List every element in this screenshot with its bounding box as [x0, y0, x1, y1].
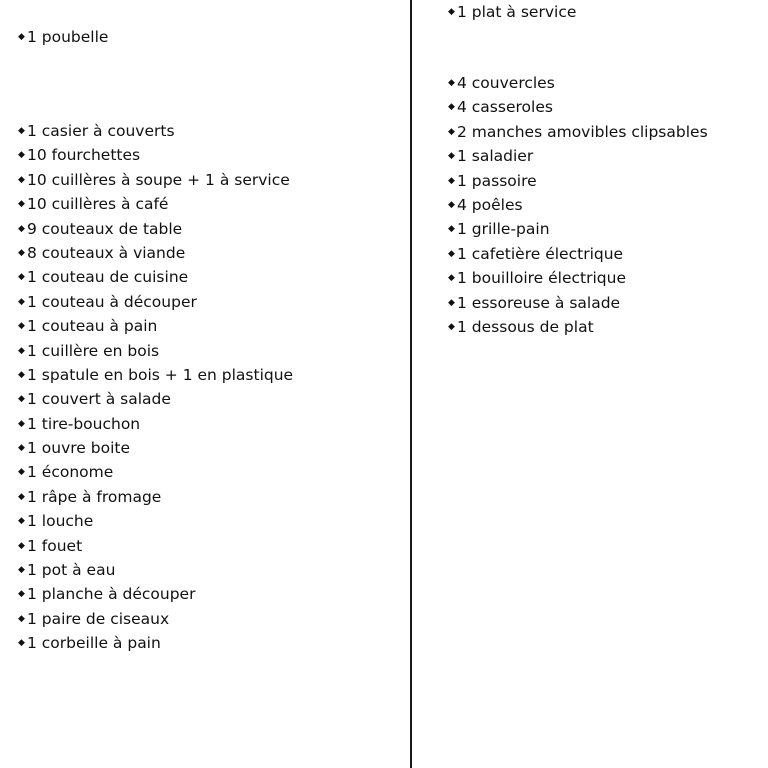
bullet-icon: ◆ — [448, 102, 455, 113]
list-item — [18, 485, 293, 509]
bullet-icon: ◆ — [18, 32, 25, 42]
list-item-text: 4 couvercles — [457, 74, 555, 92]
bullet-icon: ◆ — [18, 589, 25, 600]
bullet-icon: ◆ — [448, 321, 455, 332]
bullet-icon: ◆ — [448, 199, 455, 210]
list-item — [448, 0, 576, 24]
list-item-text: 1 corbeille à pain — [27, 634, 161, 653]
list-item-text: 1 planche à découper — [27, 585, 196, 604]
list-item-text: 1 bouilloire électrique — [457, 269, 626, 288]
list-item — [448, 120, 708, 144]
list-item-text: 1 essoreuse à salade — [457, 293, 621, 312]
list-item-text: 1 ouvre boite — [27, 439, 131, 458]
list-item-text: 1 cuillère en bois — [27, 341, 160, 360]
list-item — [18, 436, 293, 460]
list-item-text: 1 spatule en bois + 1 en plastique — [27, 365, 294, 384]
list-item — [18, 241, 293, 265]
right-top-list — [448, 0, 576, 24]
list-item-text: 1 tire-bouchon — [27, 414, 141, 433]
bullet-icon: ◆ — [18, 369, 25, 380]
list-item — [448, 291, 708, 315]
list-item — [18, 460, 293, 484]
list-item — [448, 315, 708, 339]
bullet-icon: ◆ — [18, 247, 25, 258]
bullet-icon: ◆ — [448, 297, 455, 308]
list-item — [18, 339, 293, 363]
bullet-icon: ◆ — [18, 296, 25, 307]
bullet-icon: ◆ — [18, 443, 25, 454]
list-item-text: 1 passoire — [457, 171, 537, 190]
list-item-text: 4 poêles — [457, 195, 523, 214]
list-item-text: 10 fourchettes — [27, 146, 141, 165]
list-item-text: 1 couteau de cuisine — [27, 268, 189, 287]
list-item-text: 1 économe — [27, 463, 114, 482]
list-item-text: 10 cuillères à café — [27, 195, 169, 214]
column-divider — [410, 0, 412, 768]
list-item — [448, 242, 708, 266]
list-item-text: 1 pot à eau — [27, 561, 116, 580]
list-item — [448, 217, 708, 241]
bullet-icon: ◆ — [18, 418, 25, 429]
list-item — [448, 95, 708, 119]
list-item-text: 8 couteaux à viande — [27, 243, 186, 262]
list-item-text: 4 casseroles — [457, 98, 553, 117]
list-item — [18, 192, 293, 216]
list-item — [448, 71, 708, 95]
list-item — [448, 169, 708, 193]
list-item — [18, 387, 293, 411]
bullet-icon: ◆ — [448, 224, 455, 235]
list-item-text: 2 manches amovibles clipsables — [457, 122, 708, 141]
list-item-text: 1 couteau à pain — [27, 317, 158, 336]
list-item — [18, 290, 293, 314]
bullet-icon: ◆ — [448, 248, 455, 259]
list-item-text: 1 cafetière électrique — [457, 244, 624, 263]
list-item-text: 1 fouet — [27, 536, 83, 555]
list-item-text: 1 paire de ciseaux — [27, 609, 170, 628]
list-item — [448, 193, 708, 217]
bullet-icon: ◆ — [448, 273, 455, 284]
list-item — [18, 143, 293, 167]
list-item — [18, 558, 293, 582]
bullet-icon: ◆ — [18, 199, 25, 210]
bullet-icon: ◆ — [18, 345, 25, 356]
list-item — [18, 631, 293, 655]
list-item — [18, 509, 293, 533]
bullet-icon: ◆ — [18, 491, 25, 502]
list-item-text: 9 couteaux de table — [27, 219, 183, 238]
bullet-icon: ◆ — [18, 540, 25, 551]
bullet-icon: ◆ — [18, 126, 25, 136]
bullet-icon: ◆ — [18, 223, 25, 234]
list-item-text: 1 saladier — [457, 147, 534, 166]
list-item-text: 1 casier à couverts — [27, 122, 175, 140]
bullet-icon: ◆ — [18, 638, 25, 649]
list-item — [448, 266, 708, 290]
bullet-icon: ◆ — [18, 174, 25, 185]
list-item-text: 1 couvert à salade — [27, 390, 171, 409]
bullet-icon: ◆ — [448, 151, 455, 162]
list-item — [18, 168, 293, 192]
list-item — [448, 144, 708, 168]
list-item-text: 1 râpe à fromage — [27, 487, 162, 506]
list-item-text: 1 plat à service — [457, 3, 577, 21]
bullet-icon: ◆ — [18, 272, 25, 283]
list-item-text: 1 louche — [27, 512, 94, 531]
left-top-list — [18, 25, 108, 49]
list-item — [18, 412, 293, 436]
list-item-text: 1 couteau à découper — [27, 292, 197, 311]
bullet-icon: ◆ — [18, 565, 25, 576]
bullet-icon: ◆ — [448, 126, 455, 137]
list-item — [18, 363, 293, 387]
list-item-text: 1 grille-pain — [457, 220, 550, 239]
list-item — [18, 119, 293, 143]
list-item — [18, 25, 108, 49]
list-item-text: 10 cuillères à soupe + 1 à service — [27, 170, 290, 189]
bullet-icon: ◆ — [448, 7, 455, 17]
bullet-icon: ◆ — [18, 516, 25, 527]
list-item-text: 1 poubelle — [27, 28, 109, 46]
bullet-icon: ◆ — [18, 321, 25, 332]
list-item — [18, 265, 293, 289]
list-item — [18, 582, 293, 606]
list-item — [18, 314, 293, 338]
list-item — [18, 534, 293, 558]
left-inventory-list — [18, 119, 293, 656]
bullet-icon: ◆ — [18, 394, 25, 405]
list-item — [18, 217, 293, 241]
list-item-text: 1 dessous de plat — [457, 317, 594, 336]
bullet-icon: ◆ — [18, 613, 25, 624]
bullet-icon: ◆ — [18, 150, 25, 161]
bullet-icon: ◆ — [448, 175, 455, 186]
list-item — [18, 607, 293, 631]
bullet-icon: ◆ — [18, 467, 25, 478]
right-inventory-list — [448, 71, 708, 339]
bullet-icon: ◆ — [448, 78, 455, 88]
